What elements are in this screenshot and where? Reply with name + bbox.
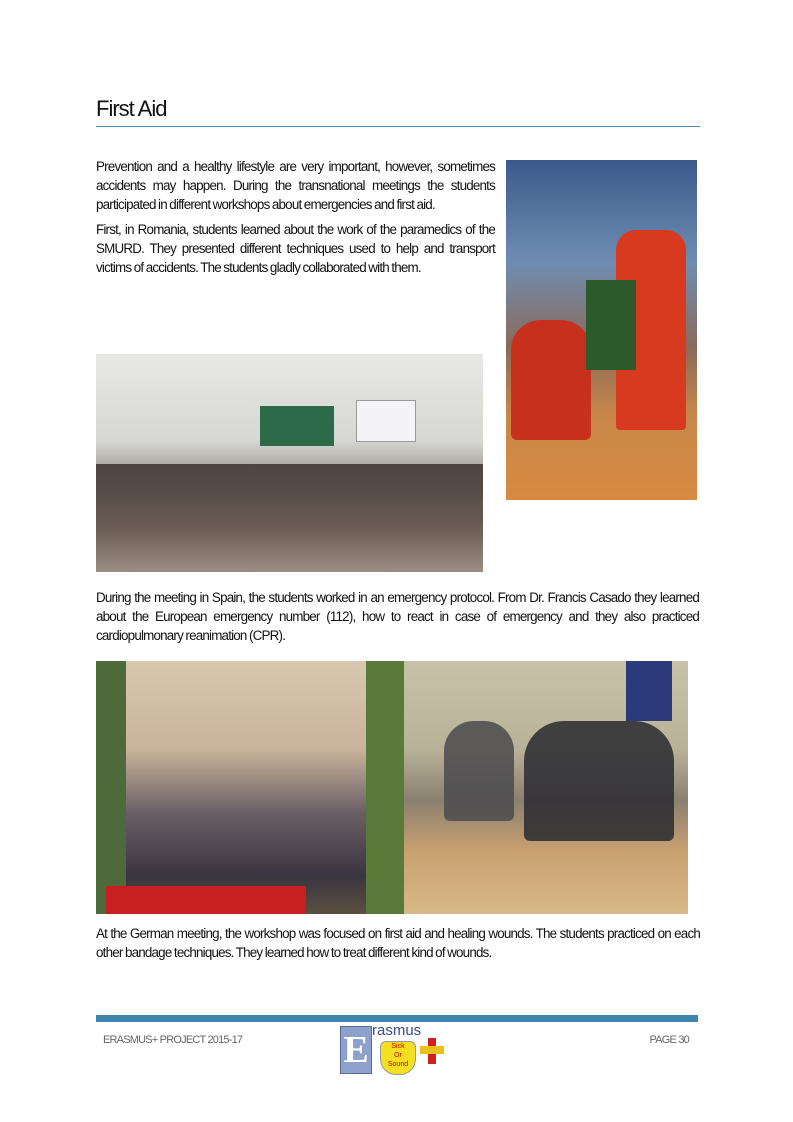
footer-project: ERASMUS+ PROJECT 2015-17: [103, 1034, 243, 1046]
paragraph-germany: At the German meeting, the workshop was focused on first aid and healing wounds. The students practiced on each other bandage techniques. They learned how to treat different kind of wounds.: [96, 926, 700, 960]
photo-classroom-cpr: [96, 354, 483, 572]
page-title: First Aid: [96, 96, 167, 121]
footer-page-number: PAGE 30: [649, 1034, 689, 1046]
photo-group-spain: [96, 661, 404, 914]
paragraph-spain: During the meeting in Spain, the students worked in an emergency protocol. From Dr. Francis Casado they learned about the European emergency number (112), how to react in case of emergency and they also practiced cardiopulmonary reanimation (CPR).: [96, 590, 699, 643]
photo-bandages-germany: [404, 661, 688, 914]
erasmus-logo: E rasmus Sick Or Sound: [340, 1024, 460, 1074]
title-divider: [96, 126, 700, 127]
paragraph-intro: Prevention and a healthy lifestyle are very important, however, sometimes accidents may happen. During the transnational meetings the students participated in different workshops about emergencies and first aid.: [96, 159, 495, 212]
photo-paramedics-romania: [506, 160, 697, 500]
paragraph-romania: First, in Romania, students learned about the work of the paramedics of the SMURD. They presented different techniques used to help and transport victims of accidents. The students gladly collaborated with them.: [96, 222, 495, 275]
spain-text: [96, 588, 699, 645]
germany-text: [96, 924, 700, 962]
footer-bar: [96, 1015, 698, 1022]
intro-text: [96, 157, 495, 277]
